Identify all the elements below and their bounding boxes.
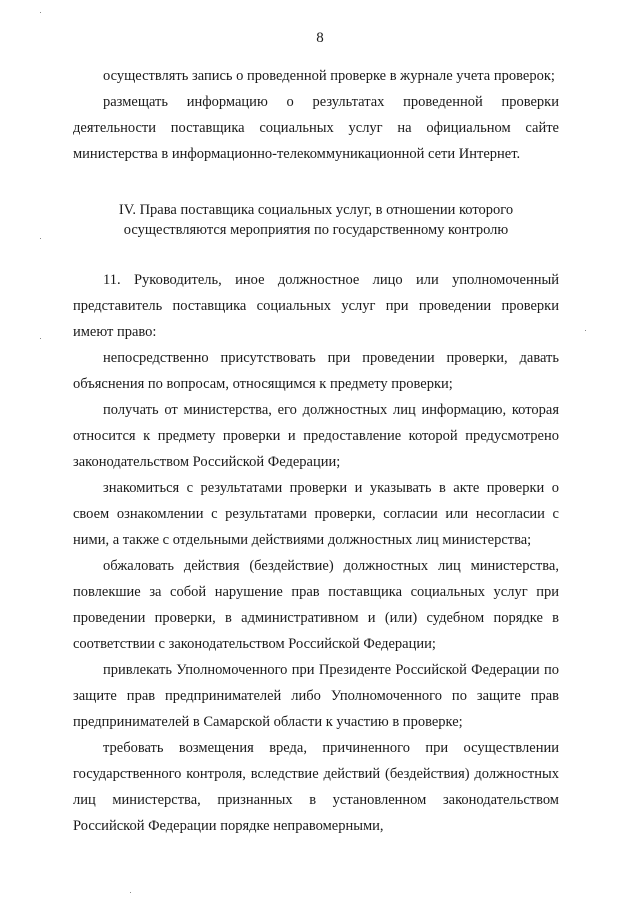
section-heading-line: осуществляются мероприятия по государственному контролю bbox=[123, 222, 509, 238]
scan-artifact-dot bbox=[40, 338, 41, 339]
paragraph-right-review-results: знакомиться с результатами проверки и указывать в акте проверки о своем ознакомлении с результатами проверки, согласии или несогласии с ними, а также с отдельными действиями должностных лиц министерства; bbox=[73, 480, 559, 548]
scan-artifact-dot bbox=[40, 12, 41, 13]
scan-artifact-dot bbox=[40, 238, 41, 239]
scan-artifact-dot bbox=[585, 330, 586, 331]
paragraph-right-appeal: обжаловать действия (бездействие) должностных лиц министерства, повлекшие за собой нарушение прав поставщика социальных услуг при проведении проверки, в административном и (или) судебном порядке в соответствии с законодательством Российской Федерации; bbox=[73, 558, 559, 652]
document-body bbox=[73, 63, 559, 839]
section-heading bbox=[73, 200, 559, 240]
scan-artifact-dot bbox=[130, 892, 131, 893]
paragraph-right-compensation: требовать возмещения вреда, причиненного при осуществлении государственного контроля, вследствие действий (бездействия) должностных лиц министерства, признанных в установленном законодательством Российской Федерации порядке неправомерными, bbox=[73, 740, 559, 834]
paragraph-clause-11: 11. Руководитель, иное должностное лицо или уполномоченный представитель поставщика социальных услуг при проведении проверки имеют право: bbox=[73, 272, 559, 340]
section-heading-line: IV. Права поставщика социальных услуг, в отношении которого bbox=[118, 202, 514, 218]
paragraph-right-receive-info: получать от министерства, его должностных лиц информацию, которая относится к предмету проверки и предоставление которой предусмотрено законодательством Российской Федерации; bbox=[73, 402, 559, 470]
paragraph-publish-results: размещать информацию о результатах проведенной проверки деятельности поставщика социальных услуг на официальном сайте министерства в информационно-телекоммуникационной сети Интернет. bbox=[73, 94, 559, 162]
page-number: 8 bbox=[316, 30, 324, 46]
paragraph-right-ombudsman: привлекать Уполномоченного при Президенте Российской Федерации по защите прав предпринимателей либо Уполномоченного по защите прав предпринимателей в Самарской области к участию в проверке; bbox=[73, 662, 559, 730]
paragraph-right-attend: непосредственно присутствовать при проведении проверки, давать объяснения по вопросам, относящимся к предмету проверки; bbox=[73, 350, 559, 392]
paragraph-journal-entry: осуществлять запись о проведенной проверке в журнале учета проверок; bbox=[103, 68, 555, 84]
